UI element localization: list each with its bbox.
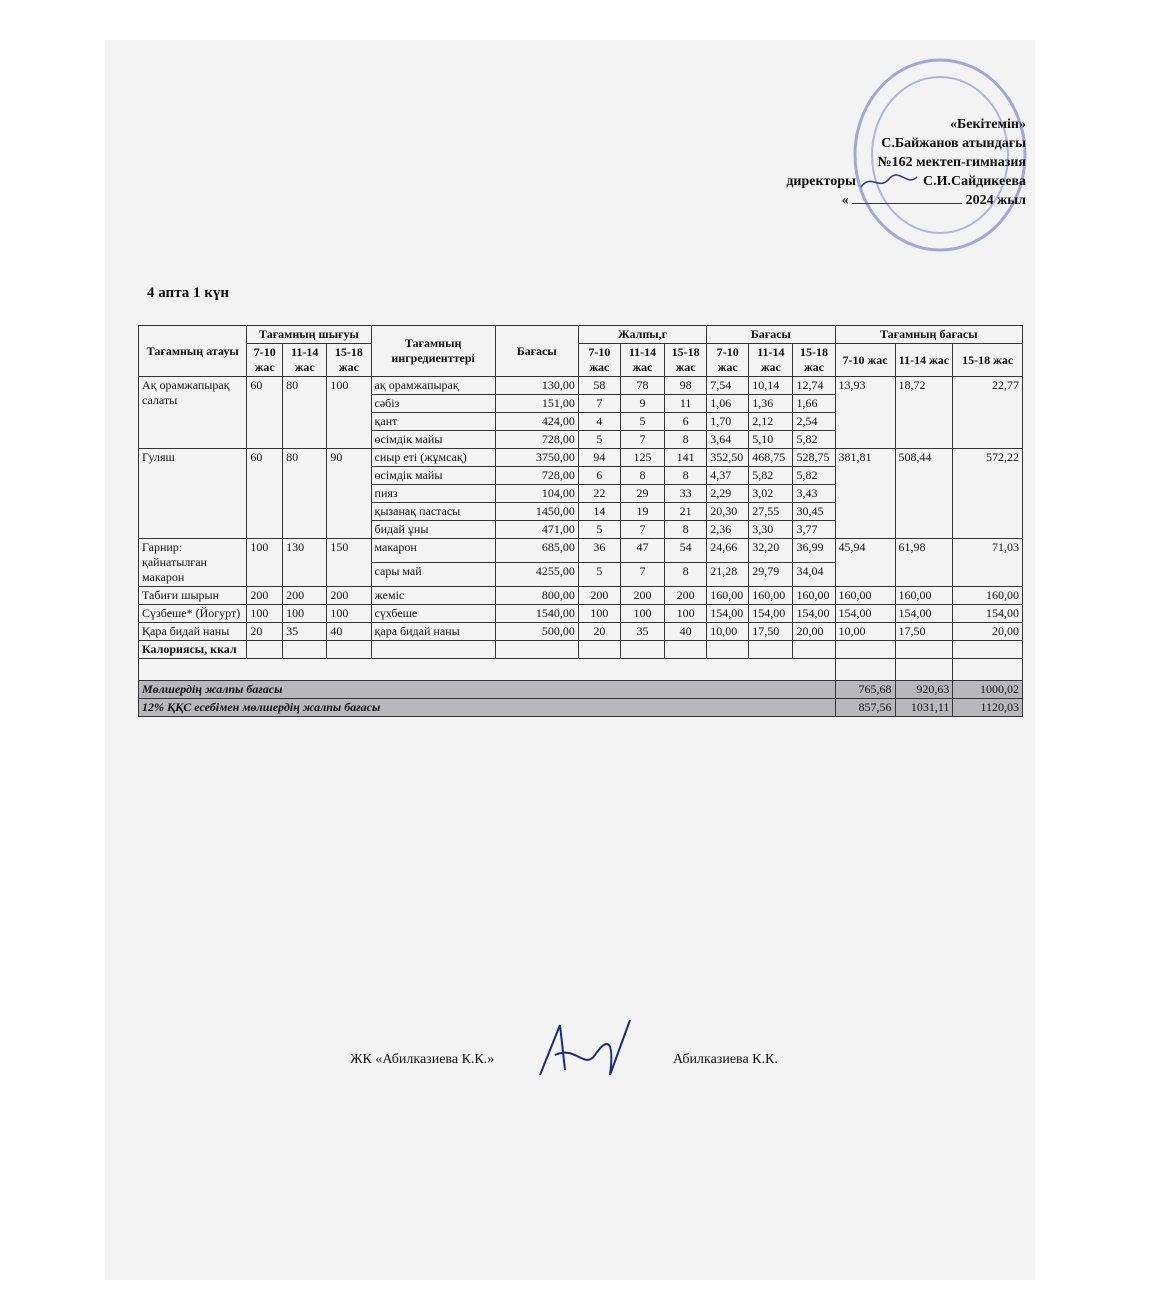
approval-date: « 2024 жыл (841, 193, 1026, 208)
table-row: Гуляш 60 80 90 сиыр еті (жұмсақ) 3750,00 94 125 141 352,50 468,75 528,75 381,81 508,44 572,22 (139, 449, 1023, 467)
table-row: Табиғи шырын 200 200 200 жеміс 800,00 200 200 200 160,00 160,00 160,00 160,00 160,00 160,00 (139, 587, 1023, 605)
table-row: сәбіз 151,00 7 9 11 1,06 1,36 1,66 (139, 395, 1023, 413)
table-row: өсімдік майы 728,00 6 8 8 4,37 5,82 5,82 (139, 467, 1023, 485)
page-title: 4 апта 1 күн (147, 285, 230, 301)
table-row: сары май 4255,00 5 7 8 21,28 29,79 34,04 (139, 563, 1023, 587)
calories-row: Калориясы, ккал (139, 641, 1023, 659)
table-row: Ақ орамжапырақ салаты 60 80 100 ақ орамжапырақ 130,00 58 78 98 7,54 10,14 12,74 13,93 18,72 22,77 (139, 377, 1023, 395)
table-row: өсімдік майы 728,00 5 7 8 3,64 5,10 5,82 (139, 431, 1023, 449)
table-row: Қара бидай наны 20 35 40 қара бидай наны 500,00 20 35 40 10,00 17,50 20,00 10,00 17,50 20,00 (139, 623, 1023, 641)
menu-table: Тағамның атауы Тағамның шығуы Тағамның ингредиенттері Бағасы Жалпы,г Бағасы Тағамның бағасы 7-10 жас 11-14 жас 15-18 жас 7-10 жас 11-14 жас 15-18 жас 7-10 жас 11-14 жас 15-18 жас 7-10 жас 11-14 жас 15-18 жас Ақ орамжапырақ салаты 60 80 100 ақ орамжапырақ 130,00 58 78 98 7,54 10,14 12,74 13,93 18,72 22,77 сәбіз 151,00 7 9 11 1,06 1,36 1,66 қант 424,00 4 5 6 1,70 2,12 2,54 өсімдік майы 728,00 5 7 8 3,64 5,10 5,82 Гуляш 60 80 90 сиыр еті (жұмсақ) 3750,00 94 125 141 352,50 468,75 528,75 381,81 508,44 572,22 өсімдік майы 728,00 6 8 8 4,37 5,82 5,82 пияз 104,00 22 29 33 2,29 3,02 3,43 қызанақ пастасы 1450,00 14 19 21 20,30 27,55 30,45 бидай ұны 471,00 5 7 8 2,36 3,30 3,77 Гарнир: қайнатылған макарон 100 130 150 макарон 685,00 36 47 54 24,66 32,20 36,99 45,94 61,98 71,03 сары май 4255,00 5 7 8 21,28 29,79 34,04 Табиғи шырын 200 200 200 жеміс 800,00 200 200 200 160,00 160,00 160,00 160,00 160,00 160,00 Сүзбеше* (Йогурт) 100 100 100 сүхбеше 1540,00 100 100 100 154,00 154,00 154,00 154,00 154,00 154,00 Қара бидай наны 20 35 40 қара бидай наны 500,00 20 35 40 10,00 17,50 20,00 10,00 17,50 20,00 Калориясы, ккал Мөлшердің жалпы бағасы 765,68 920,63 1000,02 12% ҚҚС есебімен мөлшердің жалпы бағасы 857,56 1031,11 1120,03 (138, 325, 1023, 717)
total-vat-row: 12% ҚҚС есебімен мөлшердің жалпы бағасы 857,56 1031,11 1120,03 (139, 699, 1023, 717)
approval-label: «Бекітемін» (949, 117, 1026, 132)
total-row: Мөлшердің жалпы бағасы 765,68 920,63 1000,02 (139, 681, 1023, 699)
director-signature (859, 173, 919, 191)
header-yield: Тағамның шығуы (247, 326, 371, 344)
header-dish: Тағамның атауы (139, 326, 247, 377)
signature-right: Абилказиева К.К. (673, 1052, 778, 1067)
approval-block (786, 115, 1026, 210)
header-price: Бағасы (495, 326, 578, 377)
table-row: қызанақ пастасы 1450,00 14 19 21 20,30 27,55 30,45 (139, 503, 1023, 521)
header-dish-price: Тағамның бағасы (835, 326, 1022, 344)
table-row: Гарнир: қайнатылған макарон 100 130 150 макарон 685,00 36 47 54 24,66 32,20 36,99 45,94 61,98 71,03 (139, 539, 1023, 563)
approval-line1: С.Байжанов атындағы (881, 136, 1026, 151)
signature-left: ЖК «Абилказиева К.К.» (350, 1052, 495, 1067)
table-row: бидай ұны 471,00 5 7 8 2,36 3,30 3,77 (139, 521, 1023, 539)
table-row: Сүзбеше* (Йогурт) 100 100 100 сүхбеше 1540,00 100 100 100 154,00 154,00 154,00 154,00 154,00 154,00 (139, 605, 1023, 623)
approval-director: директоры С.И.Сайдикеева (786, 174, 1026, 189)
table-row: пияз 104,00 22 29 33 2,29 3,02 3,43 (139, 485, 1023, 503)
spacer-row (139, 659, 1023, 681)
header-cost: Бағасы (707, 326, 835, 344)
header-ingredients: Тағамның ингредиенттері (371, 326, 495, 377)
header-gross: Жалпы,г (578, 326, 706, 344)
table-row: қант 424,00 4 5 6 1,70 2,12 2,54 (139, 413, 1023, 431)
signature-mark (535, 1015, 635, 1085)
approval-line2: №162 мектеп-гимназия (877, 155, 1026, 170)
